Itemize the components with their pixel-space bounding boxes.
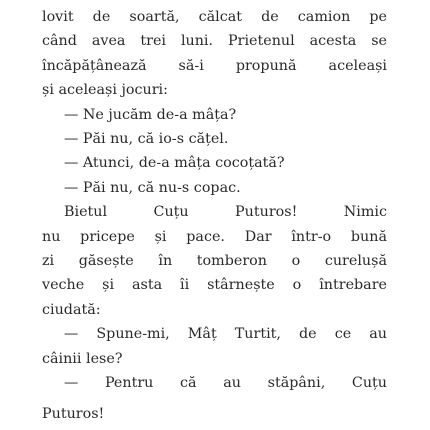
text-line: ciudată: [42, 301, 101, 318]
dialogue-line: — Păi nu, că nu-s copac. [64, 179, 241, 196]
text-line: și aceleași jocuri: [42, 82, 168, 99]
text-line: nu pricepe și pace. Dar într-o bună [42, 228, 387, 245]
dialogue-line: — Păi nu, că io-s cățel. [64, 131, 229, 148]
text-line: Puturos! [42, 405, 105, 422]
dialogue-line: — Pentru că au stăpâni, Cuțu [64, 375, 387, 392]
text-line: zi găsește în tomberon o curelușă [42, 253, 387, 270]
text-line: lovit de soartă, călcat de camion pe [42, 9, 387, 25]
text-line: când avea trei luni. Prietenul acesta se [42, 33, 387, 50]
dialogue-line: — Spune-mi, Mâț Turtit, de ce au [64, 326, 387, 343]
page-text [42, 5, 387, 420]
text-line: veche și asta îi stârnește o întrebare [42, 277, 387, 294]
text-line: încăpățânează să-i propună aceleași [42, 57, 387, 74]
text-line: câinii lese? [42, 350, 123, 367]
text-line: Bietul Cuțu Puturos! Nimic [64, 204, 387, 221]
dialogue-line: — Atunci, de-a mâța cocoțată? [64, 155, 285, 172]
dialogue-line: — Ne jucăm de-a mâța? [64, 106, 237, 123]
